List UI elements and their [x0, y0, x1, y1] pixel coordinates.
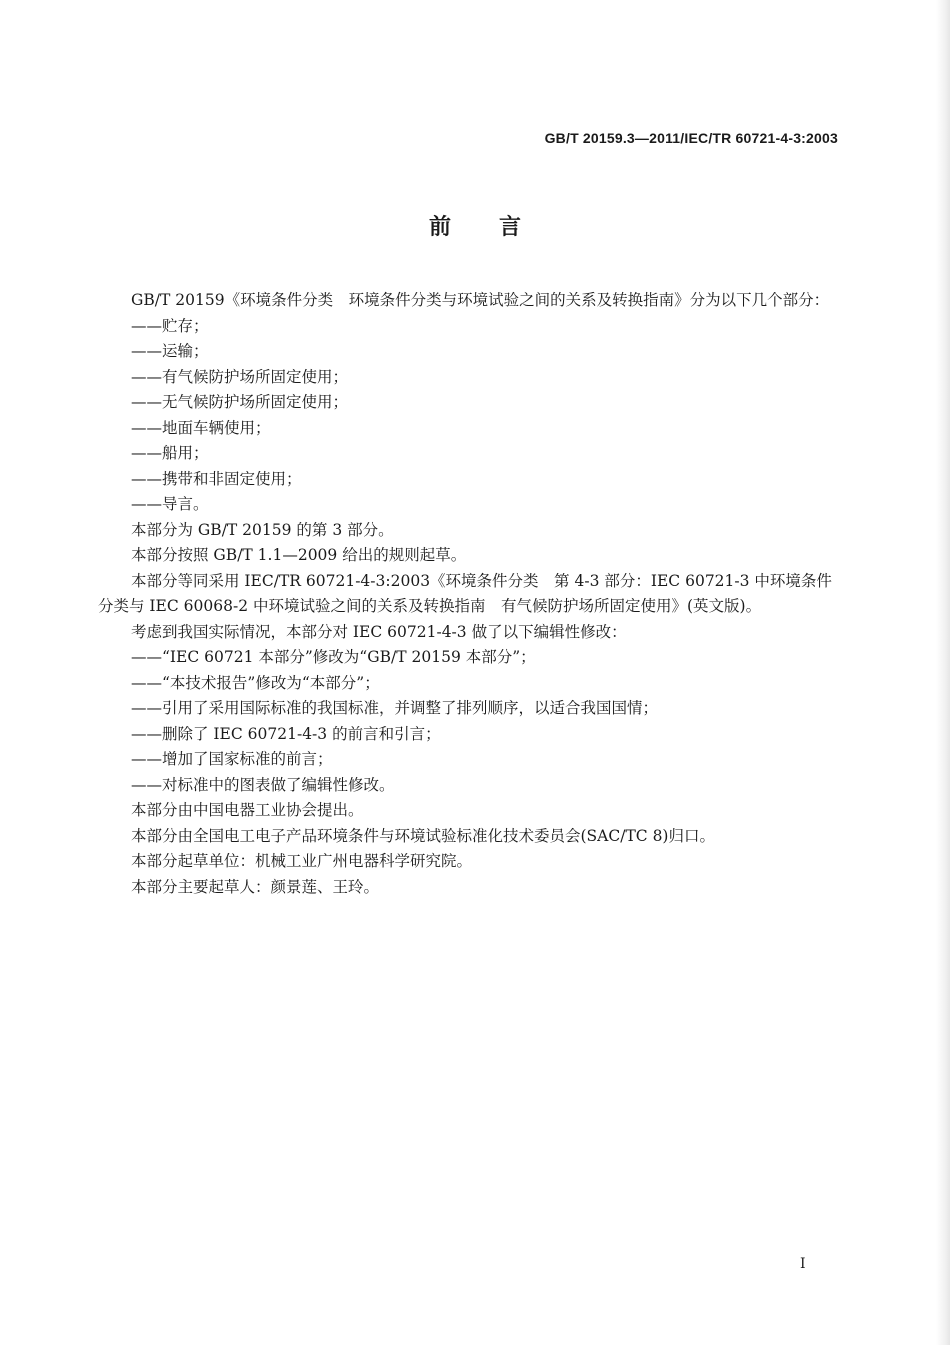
equivalent-adoption-paragraph: 本部分等同采用 IEC/TR 60721-4-3:2003《环境条件分类 第 4-3 部分：IEC 60721-3 中环境条件分类与 IEC 60068-2 中环境试验之间的关系及转换指南 有气候防护场所固定使用》(英文版)。	[98, 571, 832, 615]
drafting-org-paragraph: 本部分起草单位：机械工业广州电器科学研究院。	[131, 852, 473, 870]
change-item: ——引用了采用国际标准的我国标准，并调整了排列顺序，以适合我国国情；	[131, 699, 659, 717]
page-title: 前言	[428, 214, 569, 240]
change-item: ——“本技术报告”修改为“本部分”；	[131, 673, 380, 692]
change-item: ——删除了 IEC 60721-4-3 的前言和引言；	[131, 724, 441, 743]
drafters-paragraph: 本部分主要起草人：颜景莲、王玲。	[131, 877, 380, 896]
part-item: ——地面车辆使用；	[131, 418, 271, 437]
change-item: ——“IEC 60721 本部分”修改为“GB/T 20159 本部分”；	[131, 648, 536, 666]
centralized-by-paragraph: 本部分由全国电工电子产品环境条件与环境试验标准化技术委员会(SAC/TC 8)归口。	[131, 826, 715, 845]
change-item: ——增加了国家标准的前言；	[131, 750, 333, 768]
part-item: ——携带和非固定使用；	[131, 469, 302, 488]
standard-number: GB/T 20159.3—2011/IEC/TR 60721-4-3:2003	[544, 130, 838, 146]
part-item: ——无气候防护场所固定使用；	[131, 393, 349, 411]
part-item: ——有气候防护场所固定使用；	[131, 367, 349, 386]
drafting-rule-paragraph: 本部分按照 GB/T 1.1—2009 给出的规则起草。	[131, 546, 467, 564]
foreword-body	[98, 288, 842, 900]
page-number: I	[800, 1256, 806, 1272]
part-item: ——贮存；	[131, 316, 209, 335]
part-item: ——船用；	[131, 444, 209, 462]
part-item: ——运输；	[131, 342, 209, 360]
changes-intro-paragraph: 考虑到我国实际情况，本部分对 IEC 60721-4-3 做了以下编辑性修改：	[131, 622, 627, 641]
intro-paragraph: GB/T 20159《环境条件分类 环境条件分类与环境试验之间的关系及转换指南》分为以下几个部分：	[131, 291, 830, 309]
scan-edge	[936, 0, 950, 1345]
part-of-paragraph: 本部分为 GB/T 20159 的第 3 部分。	[131, 520, 394, 539]
change-item: ——对标准中的图表做了编辑性修改。	[131, 775, 395, 794]
part-item: ——导言。	[131, 495, 209, 513]
proposed-by-paragraph: 本部分由中国电器工业协会提出。	[131, 801, 364, 819]
